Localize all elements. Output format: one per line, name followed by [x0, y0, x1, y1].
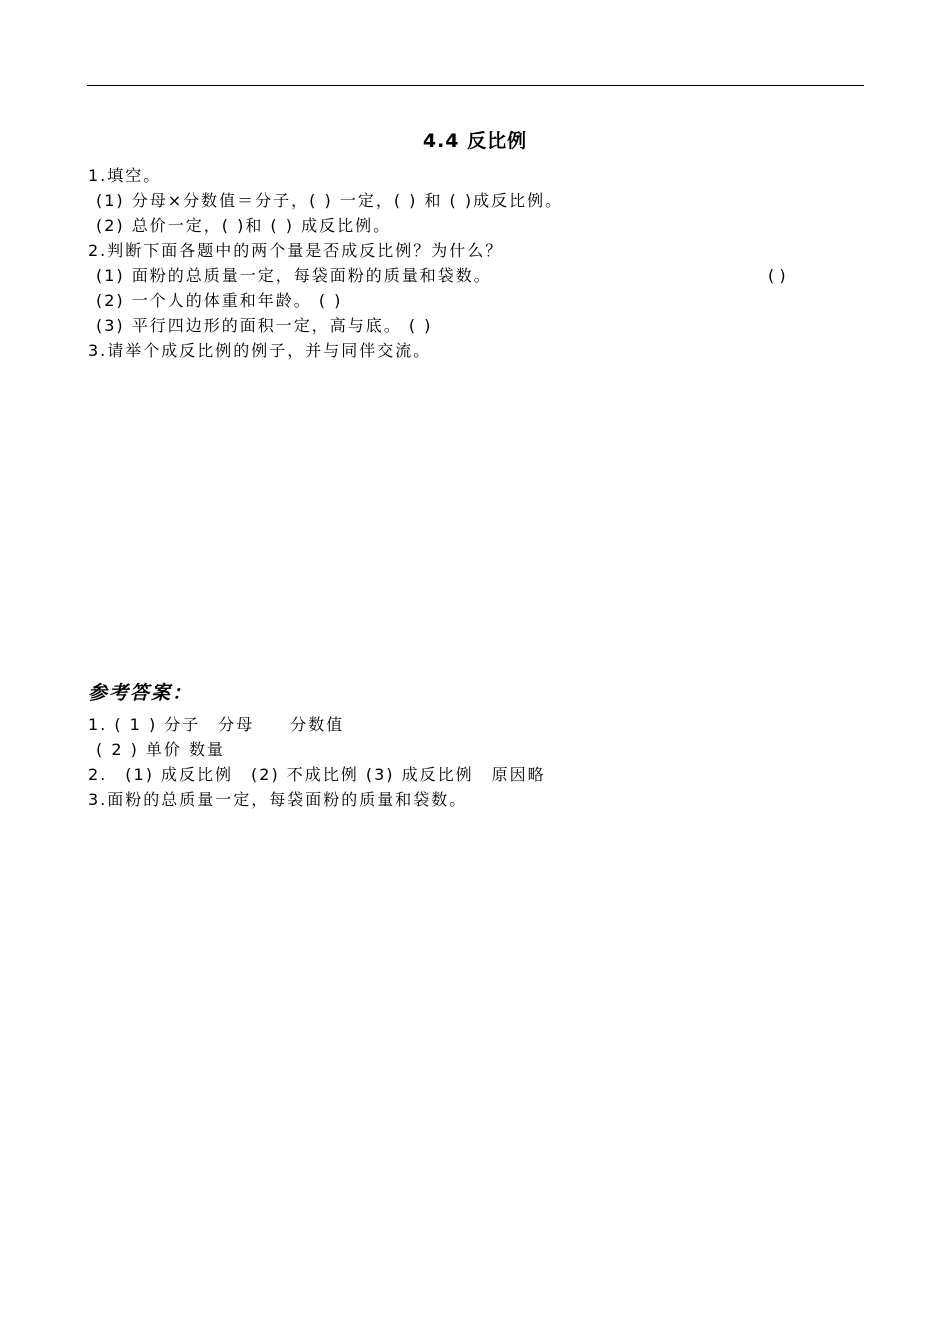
question-2-item-1-answer-blank: ( )	[768, 266, 786, 285]
question-2-item-1: (1) 面粉的总质量一定，每袋面粉的质量和袋数。	[96, 266, 492, 285]
question-2-item-3: (3) 平行四边形的面积一定，高与底。 ( )	[96, 316, 433, 335]
answer-2: 2. (1) 成反比例 (2) 不成比例 (3) 成反比例 原因略	[88, 765, 546, 784]
question-1-item-2: (2) 总价一定，( )和 ( ) 成反比例。	[96, 216, 392, 235]
question-2-heading: 2.判断下面各题中的两个量是否成反比例？为什么？	[88, 241, 504, 260]
answer-3: 3.面粉的总质量一定，每袋面粉的质量和袋数。	[88, 790, 468, 809]
question-1-heading: 1.填空。	[88, 166, 162, 185]
question-1-item-1: (1) 分母×分数值＝分子，( ) 一定，( ) 和 ( )成反比例。	[96, 191, 564, 210]
question-3: 3.请举个成反比例的例子，并与同伴交流。	[88, 341, 432, 360]
header-rule	[87, 85, 864, 86]
answer-1-item-2: ( 2 ) 单价 数量	[96, 740, 226, 759]
page-title: 4.4 反比例	[422, 130, 528, 152]
question-2-item-2: (2) 一个人的体重和年龄。 ( )	[96, 291, 343, 310]
answers-heading: 参考答案：	[88, 682, 194, 704]
answer-1-item-1: 1. ( 1 ) 分子 分母 分数值	[88, 715, 345, 734]
